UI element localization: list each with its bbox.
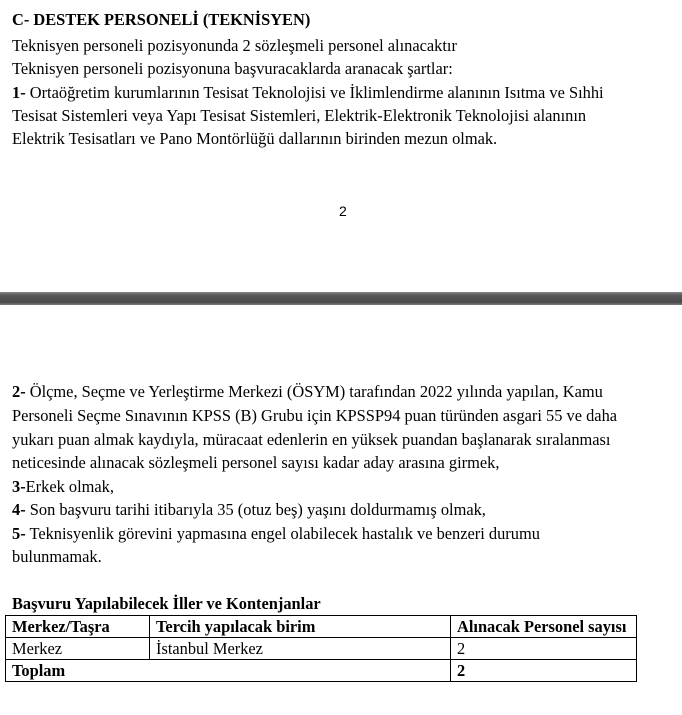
- requirement-5-number: 5-: [12, 524, 26, 543]
- requirement-1-line-3: Elektrik Tesisatları ve Pano Montörlüğü dallarının birinden mezun olmak.: [12, 129, 498, 148]
- requirement-1-number: 1-: [12, 83, 26, 102]
- quota-table-header-row: [6, 616, 637, 638]
- requirement-2-number: 2-: [12, 382, 26, 401]
- requirement-5-text: Teknisyenlik görevini yapmasına engel olabilecek hastalık ve benzeri durumu: [25, 524, 540, 543]
- requirement-1-line-1: [12, 83, 604, 103]
- requirement-1-text: Ortaöğretim kurumlarının Tesisat Teknolojisi ve İklimlendirme alanının Isıtma ve Sıhhi: [25, 83, 604, 102]
- requirement-4-text: Son başvuru tarihi itibarıyla 35 (otuz beş) yaşını doldurmamış olmak,: [25, 500, 486, 519]
- quota-table-title: Başvuru Yapılabilecek İller ve Kontenjanlar: [12, 594, 321, 613]
- requirement-2-line-1: [12, 382, 603, 402]
- section-title: C- DESTEK PERSONELİ (TEKNİSYEN): [12, 10, 311, 29]
- requirement-4: [12, 500, 486, 520]
- requirement-4-number: 4-: [12, 500, 26, 519]
- total-value: 2: [451, 660, 637, 682]
- cell-center-province: Merkez: [6, 638, 150, 660]
- document-page-upper: [0, 0, 682, 292]
- cell-personnel-count: 2: [451, 638, 637, 660]
- page-number: 2: [339, 203, 347, 219]
- requirement-5-line-1: [12, 524, 540, 544]
- table-total-row: [6, 660, 637, 682]
- requirement-1-line-2: Tesisat Sistemleri veya Yapı Tesisat Sistemleri, Elektrik-Elektronik Teknolojisi alanının: [12, 106, 587, 125]
- requirement-2-text: Ölçme, Seçme ve Yerleştirme Merkezi (ÖSYM) tarafından 2022 yılında yapılan, Kamu: [25, 382, 603, 401]
- header-cell-preferred-unit: Tercih yapılacak birim: [150, 616, 451, 638]
- header-cell-center-province: Merkez/Taşra: [6, 616, 150, 638]
- requirement-2-line-2: Personeli Seçme Sınavının KPSS (B) Grubu için KPSSP94 puan türünden asgari 55 ve daha: [12, 406, 618, 425]
- intro-line-1: Teknisyen personeli pozisyonunda 2 sözleşmeli personel alınacaktır: [12, 36, 457, 55]
- requirement-3: [12, 477, 114, 497]
- header-cell-personnel-count: Alınacak Personel sayısı: [451, 616, 637, 638]
- cell-preferred-unit: İstanbul Merkez: [150, 638, 451, 660]
- intro-line-2: Teknisyen personeli pozisyonuna başvuracaklarda aranacak şartlar:: [12, 59, 453, 78]
- requirement-3-number: 3-: [12, 477, 26, 496]
- table-row: [6, 638, 637, 660]
- page-break-separator: [0, 292, 682, 305]
- requirement-2-line-4: neticesinde alınacak sözleşmeli personel sayısı kadar aday arasına girmek,: [12, 453, 500, 472]
- requirement-2-line-3: yukarı puan almak kaydıyla, müracaat edenlerin en yüksek puandan başlanarak sıralanması: [12, 430, 611, 449]
- requirement-5-line-2: bulunmamak.: [12, 547, 102, 566]
- requirement-3-text: Erkek olmak,: [25, 477, 114, 496]
- total-label: Toplam: [6, 660, 451, 682]
- quota-table: [5, 615, 637, 682]
